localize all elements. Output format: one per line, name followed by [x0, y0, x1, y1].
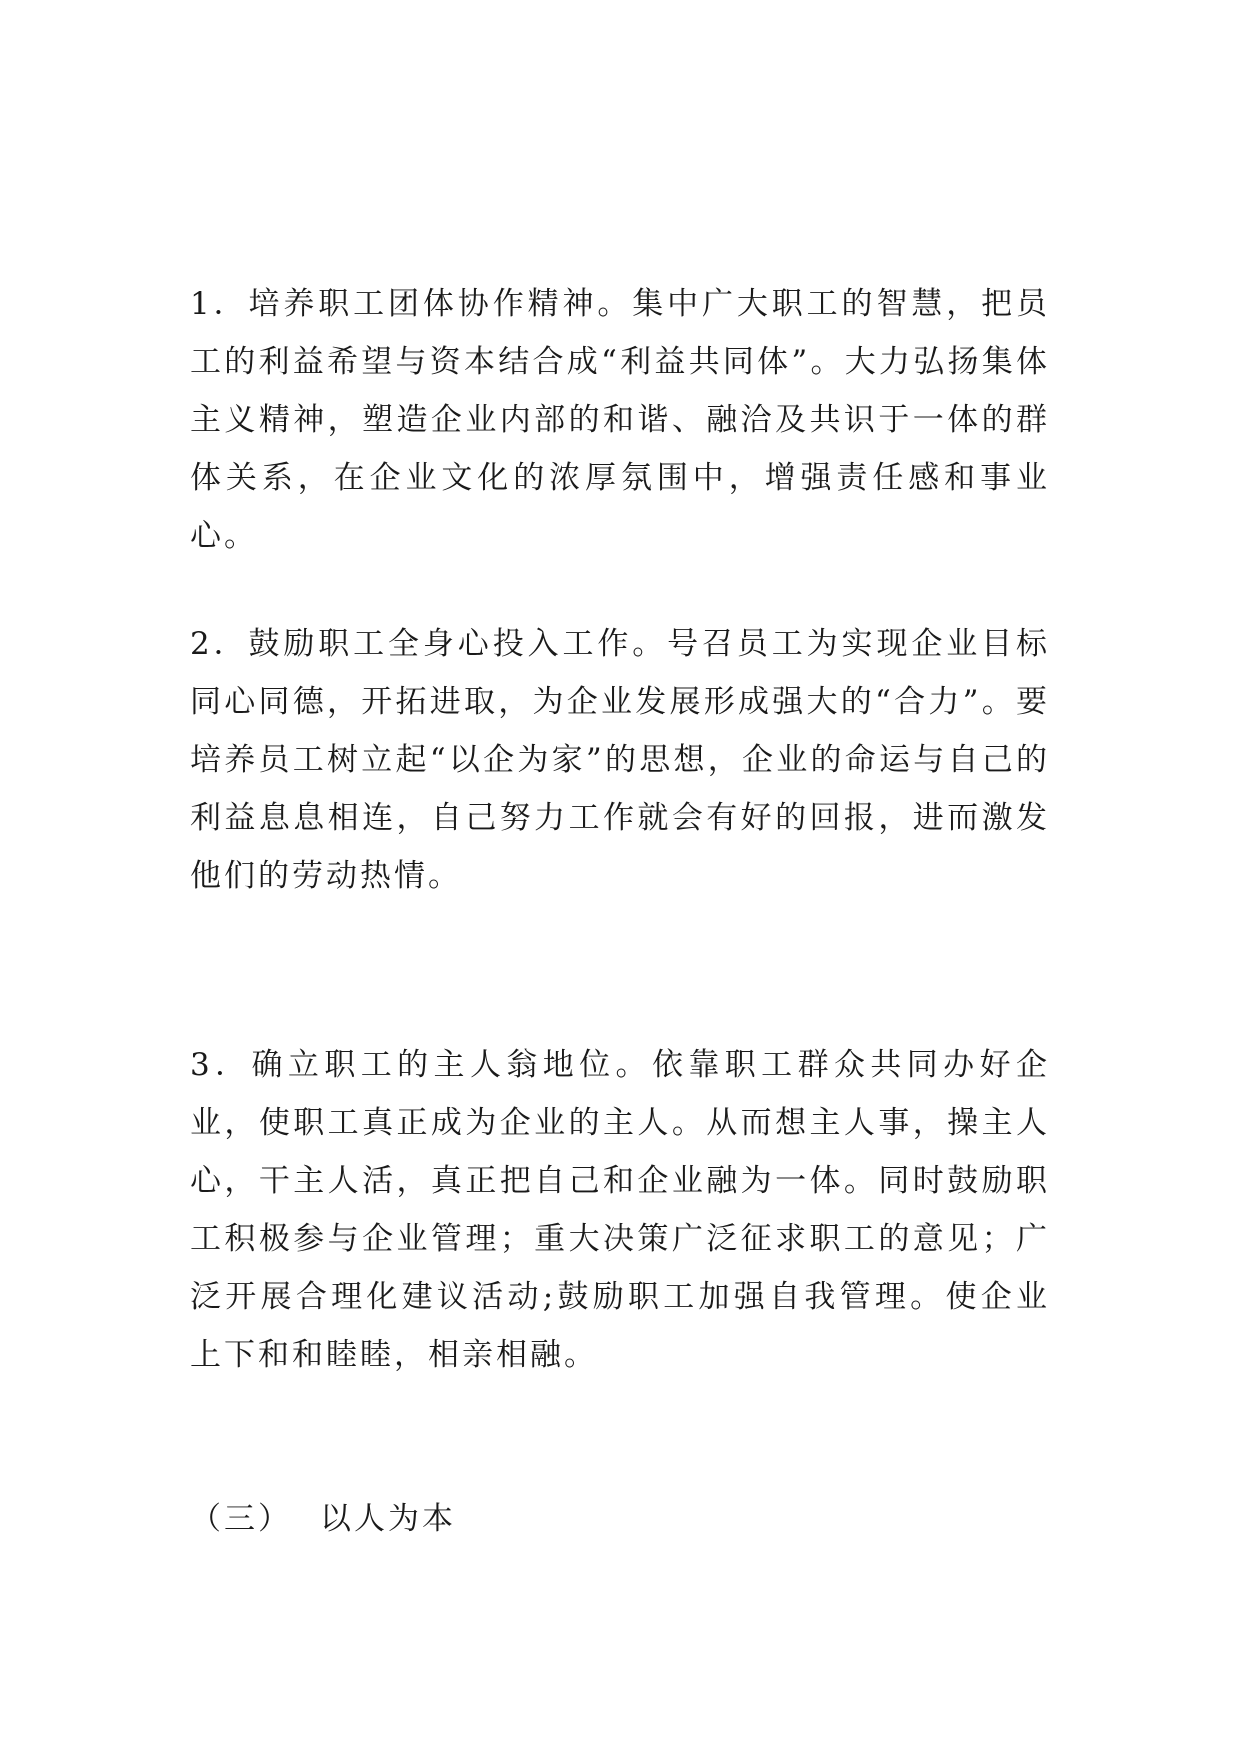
section-heading-title: 以人为本 [320, 1501, 456, 1537]
paragraph-item-3: 3．确立职工的主人翁地位。依靠职工群众共同办好企业，使职工真正成为企业的主人。从而想主人事，操主人心，干主人活，真正把自己和企业融为一体。同时鼓励职工积极参与企业管理；重大决策广泛征求职工的意见；广泛开展合理化建议活动;鼓励职工加强自我管理。使企业上下和和睦睦，相亲相融。 [190, 1047, 1050, 1373]
paragraph-item-1: 1．培养职工团体协作精神。集中广大职工的智慧，把员工的利益希望与资本结合成“利益共同体”。大力弘扬集体主义精神，塑造企业内部的和谐、融洽及共识于一体的群体关系，在企业文化的浓厚氛围中，增强责任感和事业心。 [190, 286, 1050, 554]
section-heading [190, 1490, 456, 1548]
paragraph-item-2: 2．鼓励职工全身心投入工作。号召员工为实现企业目标同心同德，开拓进取，为企业发展形成强大的“合力”。要培养员工树立起“以企为家”的思想，企业的命运与自己的利益息息相连，自己努力工作就会有好的回报，进而激发他们的劳动热情。 [190, 626, 1050, 894]
section-heading-number: （三） [190, 1501, 292, 1537]
